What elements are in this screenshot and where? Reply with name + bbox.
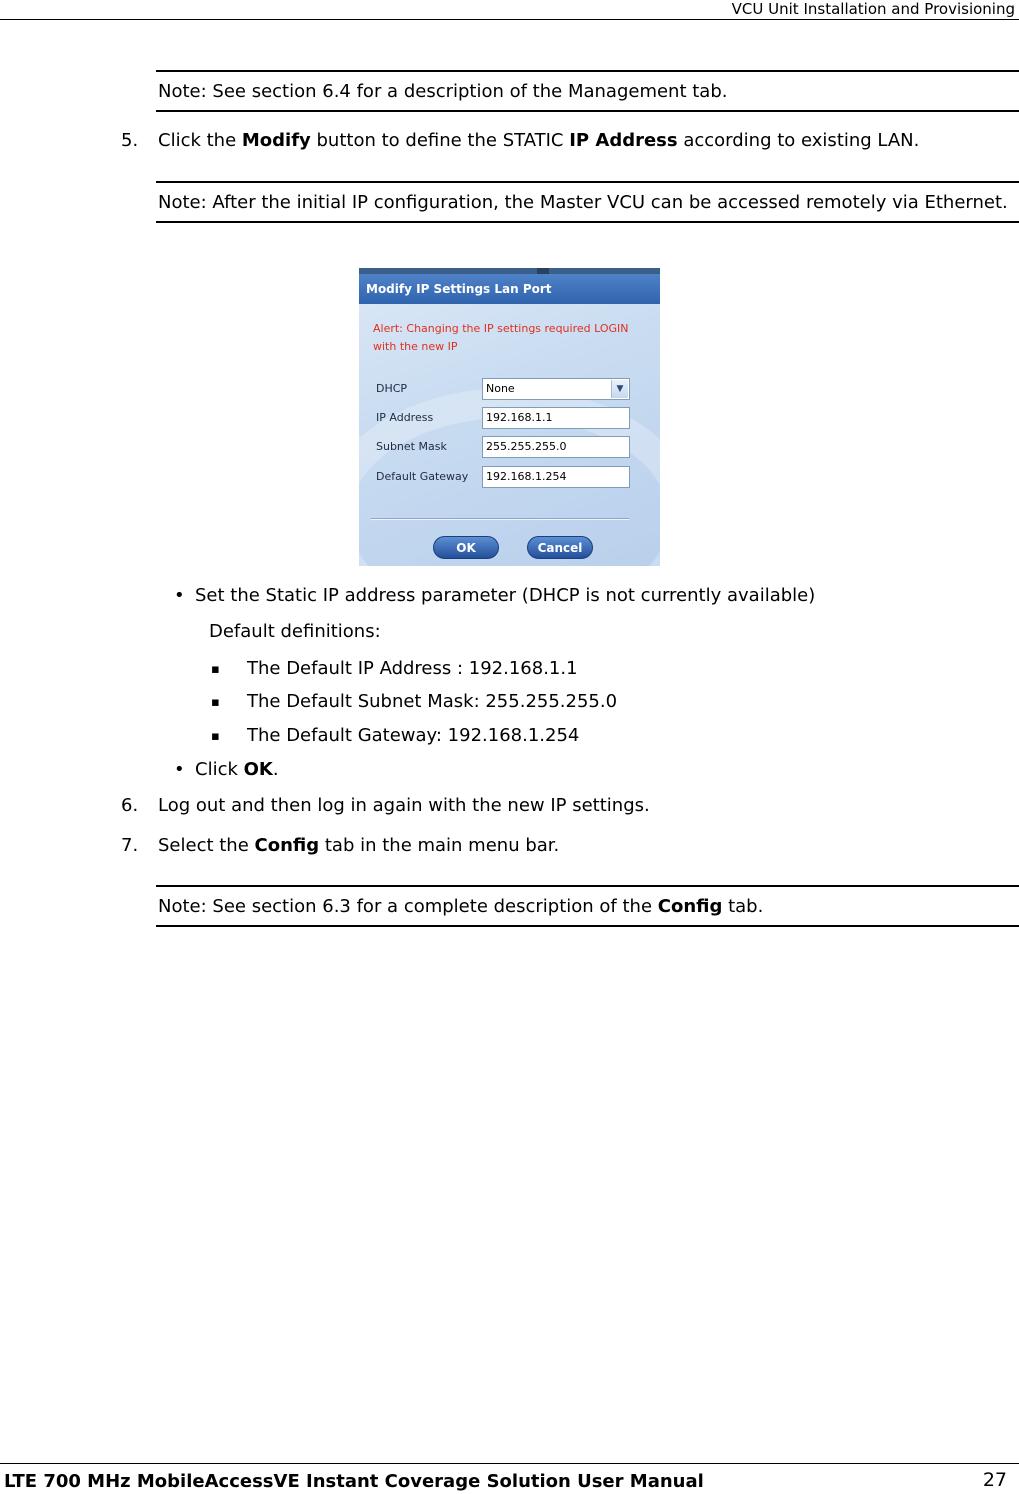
default-gateway-item: The Default Gateway: 192.168.1.254 bbox=[247, 725, 580, 746]
default-gateway-label: Default Gateway bbox=[376, 470, 469, 483]
text-segment: according to existing LAN. bbox=[677, 130, 920, 151]
cancel-button[interactable]: Cancel bbox=[527, 536, 593, 559]
text-segment: button to define the STATIC bbox=[310, 130, 570, 151]
bullet-click-ok bbox=[195, 758, 279, 782]
text-segment: . bbox=[272, 759, 279, 780]
text-segment: tab in the main menu bar. bbox=[319, 835, 560, 856]
dialog-alert: Alert: Changing the IP settings required LOGIN with the new IP bbox=[373, 322, 629, 353]
modify-ip-dialog bbox=[359, 268, 660, 566]
bold-term: Config bbox=[657, 896, 723, 917]
text-segment: Select the bbox=[158, 835, 255, 856]
footer-rule bbox=[0, 1463, 1019, 1464]
bullet-static-ip: Set the Static IP address parameter (DHCP is not currently available) bbox=[195, 585, 816, 606]
step-5-text bbox=[158, 129, 919, 153]
ip-address-label: IP Address bbox=[376, 411, 434, 424]
subnet-mask-label: Subnet Mask bbox=[376, 440, 447, 453]
note-config-tab bbox=[156, 885, 1019, 927]
text-segment: Click the bbox=[158, 130, 242, 151]
note-text: Note: See section 6.4 for a description of the Management tab. bbox=[158, 81, 728, 102]
text-segment: tab. bbox=[722, 896, 764, 917]
sub-bullet: ▪ bbox=[211, 729, 220, 744]
running-header: VCU Unit Installation and Provisioning bbox=[731, 0, 1015, 18]
default-subnet-item: The Default Subnet Mask: 255.255.255.0 bbox=[247, 691, 618, 712]
step-number: 5. bbox=[121, 130, 139, 151]
step-number: 6. bbox=[121, 795, 139, 816]
bullet-dot: • bbox=[174, 585, 185, 606]
bold-term: IP Address bbox=[569, 130, 678, 151]
bullet-dot: • bbox=[174, 759, 185, 780]
step-6-text: Log out and then log in again with the new IP settings. bbox=[158, 795, 650, 816]
bold-term: Modify bbox=[241, 130, 311, 151]
bold-term: OK bbox=[243, 759, 273, 780]
dhcp-select[interactable] bbox=[482, 378, 630, 400]
header-rule bbox=[0, 19, 1019, 20]
dhcp-label: DHCP bbox=[376, 382, 408, 395]
dialog-title: Modify IP Settings Lan Port bbox=[359, 274, 660, 304]
footer-title: LTE 700 MHz MobileAccessVE Instant Coverage Solution User Manual bbox=[4, 1471, 704, 1492]
note-remote-access bbox=[156, 181, 1019, 223]
page-number: 27 bbox=[982, 1469, 1007, 1491]
sub-bullet: ▪ bbox=[211, 695, 220, 710]
bold-term: Config bbox=[254, 835, 320, 856]
subnet-mask-input[interactable]: 255.255.255.0 bbox=[482, 436, 630, 458]
text-segment: Click bbox=[195, 759, 244, 780]
note-management-tab bbox=[156, 70, 1019, 112]
text-segment: Note: See section 6.3 for a complete description of the bbox=[158, 896, 658, 917]
default-ip-item: The Default IP Address : 192.168.1.1 bbox=[247, 658, 578, 679]
ok-button[interactable]: OK bbox=[433, 536, 499, 559]
dhcp-select-value: None bbox=[486, 382, 515, 395]
step-number: 7. bbox=[121, 835, 139, 856]
step-7-text bbox=[158, 834, 559, 858]
sub-bullet: ▪ bbox=[211, 662, 220, 677]
note-text: Note: After the initial IP configuration, the Master VCU can be accessed remotely via Ethernet. bbox=[158, 192, 1008, 213]
chevron-down-icon[interactable]: ▼ bbox=[611, 380, 628, 398]
default-definitions-label: Default definitions: bbox=[209, 621, 381, 642]
dialog-separator bbox=[371, 518, 629, 520]
default-gateway-input[interactable]: 192.168.1.254 bbox=[482, 466, 630, 488]
ip-address-input[interactable]: 192.168.1.1 bbox=[482, 407, 630, 429]
